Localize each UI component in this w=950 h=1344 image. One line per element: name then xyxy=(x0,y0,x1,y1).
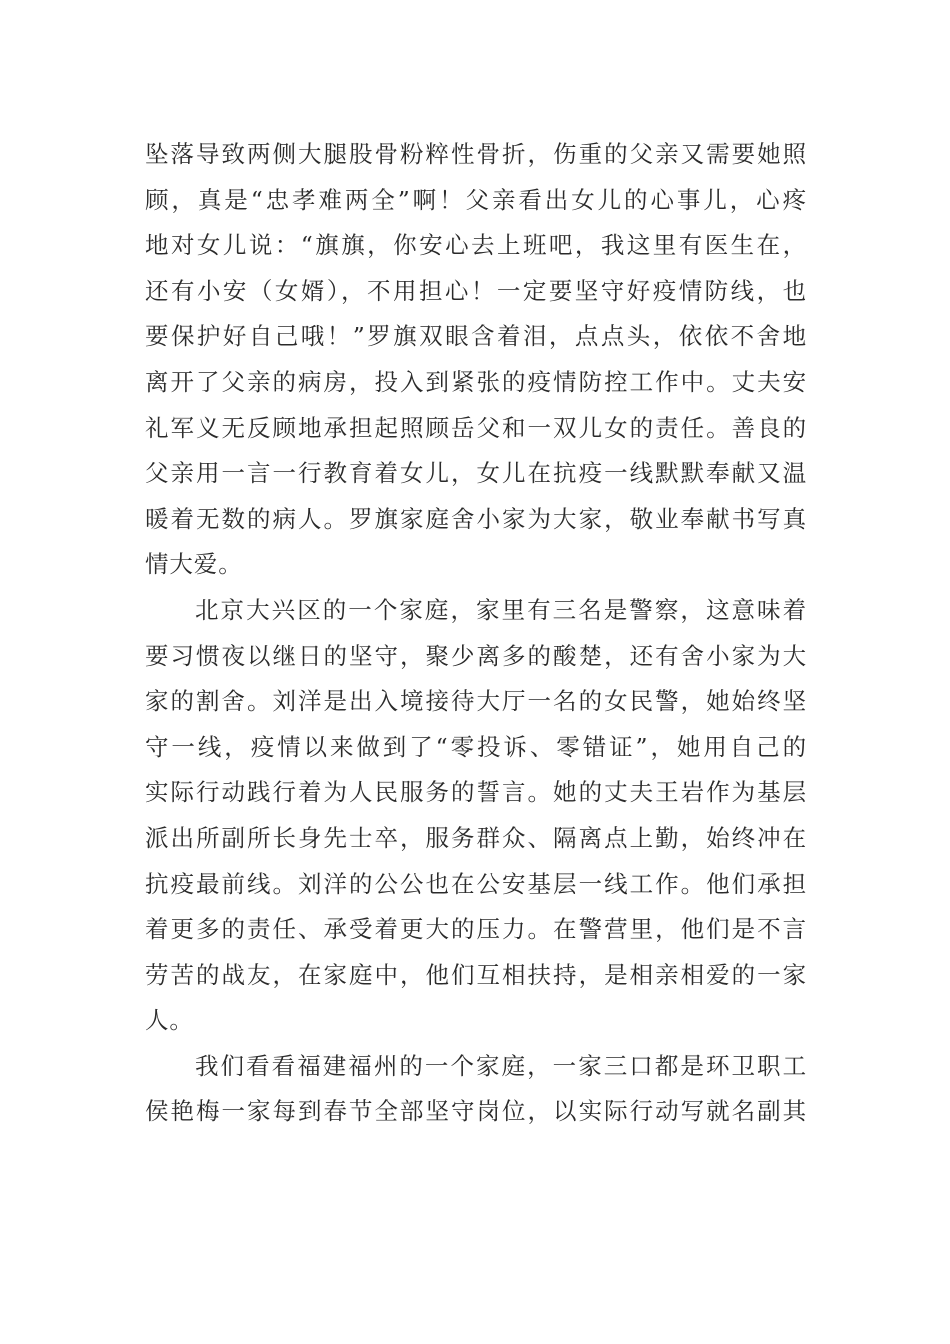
text-line: 侯艳梅一家每到春节全部坚守岗位，以实际行动写就名副其 xyxy=(145,1097,807,1126)
paragraph-first-line: 我们看看福建福州的一个家庭，一家三口都是环卫职工 xyxy=(195,1051,807,1080)
text-line: 父亲用一言一行教育着女儿，女儿在抗疫一线默默奉献又温 xyxy=(145,459,807,488)
text-line: 情大爱。 xyxy=(145,550,243,579)
paragraph-first-line: 北京大兴区的一个家庭，家里有三名是警察，这意味着 xyxy=(195,595,807,624)
text-line: 还有小安（女婿），不用担心！一定要坚守好疫情防线，也 xyxy=(145,276,807,305)
text-line: 要保护好自己哦！”罗旗双眼含着泪，点点头，依依不舍地 xyxy=(145,322,807,351)
text-line: 地对女儿说：“旗旗，你安心去上班吧，我这里有医生在， xyxy=(145,231,807,260)
text-line: 劳苦的战友，在家庭中，他们互相扶持，是相亲相爱的一家 xyxy=(145,960,807,989)
text-line: 派出所副所长身先士卒，服务群众、隔离点上勤，始终冲在 xyxy=(145,823,807,852)
text-line: 暖着无数的病人。罗旗家庭舍小家为大家，敬业奉献书写真 xyxy=(145,504,807,533)
text-line: 坠落导致两侧大腿股骨粉粹性骨折，伤重的父亲又需要她照 xyxy=(145,140,807,168)
text-line: 抗疫最前线。刘洋的公公也在公安基层一线工作。他们承担 xyxy=(145,869,807,898)
text-line: 着更多的责任、承受着更大的压力。在警营里，他们是不言 xyxy=(145,915,807,944)
text-line: 守一线，疫情以来做到了“零投诉、零错证”，她用自己的 xyxy=(145,732,807,761)
text-line: 离开了父亲的病房，投入到紧张的疫情防控工作中。丈夫安 xyxy=(145,367,807,396)
text-line: 人。 xyxy=(145,1006,194,1035)
text-line: 实际行动践行着为人民服务的誓言。她的丈夫王岩作为基层 xyxy=(145,778,807,807)
document-body xyxy=(145,132,807,1135)
text-line: 顾，真是“忠孝难两全”啊！父亲看出女儿的心事儿，心疼 xyxy=(145,185,807,214)
text-line: 要习惯夜以继日的坚守，聚少离多的酸楚，还有舍小家为大 xyxy=(145,641,807,670)
text-line: 家的割舍。刘洋是出入境接待大厅一名的女民警，她始终坚 xyxy=(145,687,807,716)
text-line: 礼军义无反顾地承担起照顾岳父和一双儿女的责任。善良的 xyxy=(145,413,807,442)
